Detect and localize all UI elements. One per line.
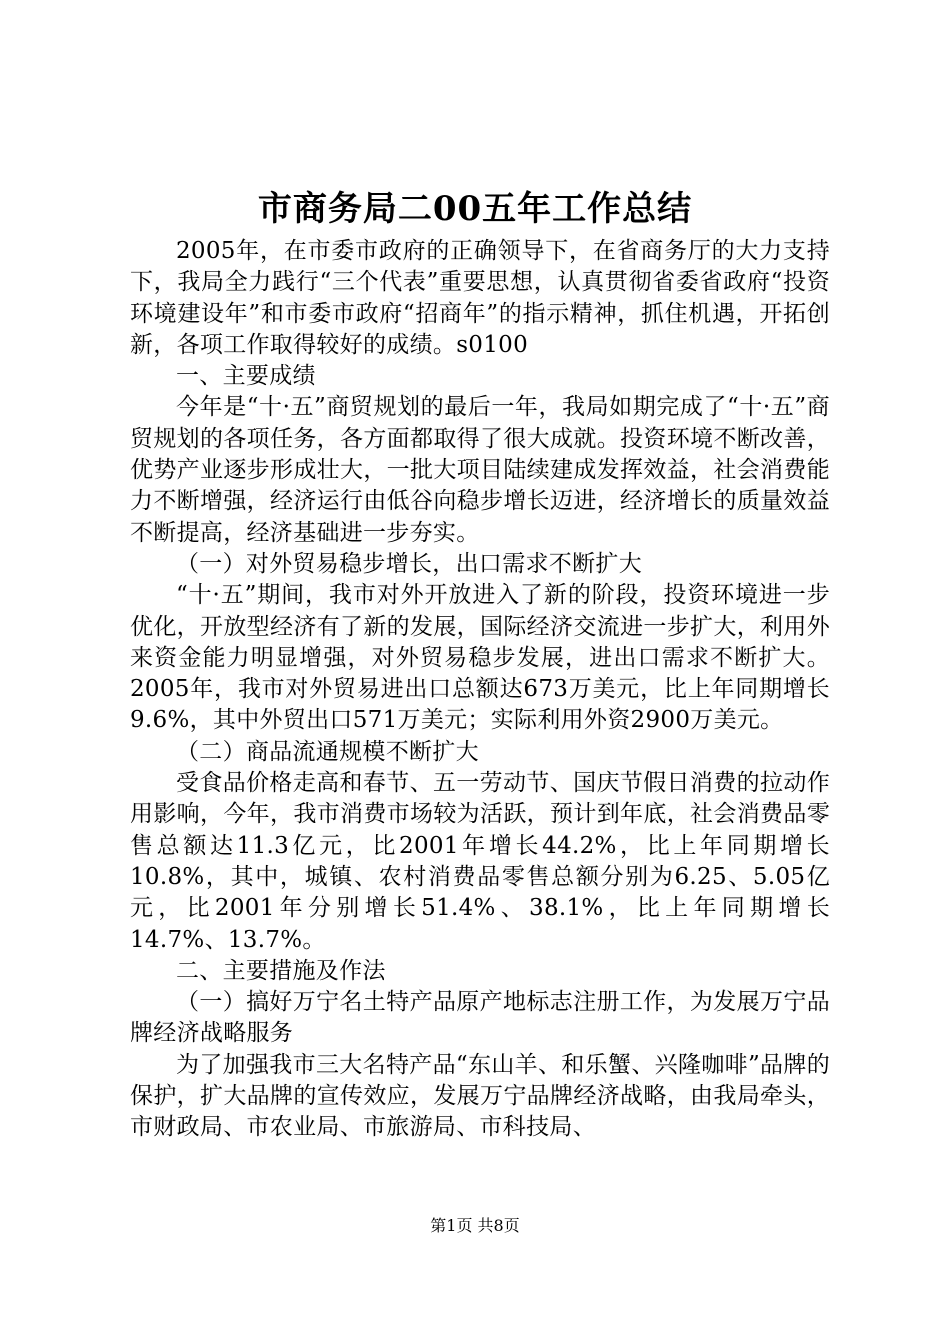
achievements-paragraph: 今年是“十·五”商贸规划的最后一年，我局如期完成了“十·五”商贸规划的各项任务，各方面都取得了很大成就。投资环境不断改善，优势产业逐步形成壮大，一批大项目陆续建成发挥效益，社会消费能力不断增强，经济运行由低谷向稳步增长迈进，经济增长的质量效益不断提高，经济基础进一步夯实。 <box>130 394 830 546</box>
document-title: 市商务局二00五年工作总结 <box>257 189 693 229</box>
foreign-trade-paragraph: “十·五”期间，我市对外开放进入了新的阶段，投资环境进一步优化，开放型经济有了新的发展，国际经济交流进一步扩大，利用外来资金能力明显增强，对外贸易稳步发展，进出口需求不断扩大。2005年，我市对外贸易进出口总额达673万美元，比上年同期增长9.6%，其中外贸出口571万美元；实际利用外资2900万美元。 <box>130 582 830 734</box>
subsection-heading-foreign-trade: （一）对外贸易稳步增长，出口需求不断扩大 <box>176 550 642 577</box>
intro-paragraph: 2005年，在市委市政府的正确领导下，在省商务厅的大力支持下，我局全力践行“三个代表”重要思想，认真贯彻省委省政府“投资环境建设年”和市委市政府“招商年”的指示精神，抓住机遇，开拓创新，各项工作取得较好的成绩。s0100 <box>130 238 830 358</box>
page-number-footer: 第1页 共8页 <box>430 1216 520 1235</box>
section-heading-measures: 二、主要措施及作法 <box>176 957 386 984</box>
origin-registration-paragraph: 为了加强我市三大名特产品“东山羊、和乐蟹、兴隆咖啡”品牌的保护，扩大品牌的宣传效应，发展万宁品牌经济战略，由我局牵头，市财政局、市农业局、市旅游局、市科技局、 <box>130 1051 830 1141</box>
section-heading-main-achievements: 一、主要成绩 <box>176 363 316 390</box>
subsection-heading-origin-registration: （一）搞好万宁名土特产品原产地标志注册工作，为发展万宁品牌经济战略服务 <box>130 989 830 1047</box>
document-body <box>130 236 830 1144</box>
subsection-heading-commodity-circulation: （二）商品流通规模不断扩大 <box>176 738 479 765</box>
commodity-circulation-paragraph: 受食品价格走高和春节、五一劳动节、国庆节假日消费的拉动作用影响，今年，我市消费市场较为活跃，预计到年底，社会消费品零售总额达11.3亿元，比2001年增长44.2%，比上年同期增长10.8%，其中，城镇、农村消费品零售总额分别为6.25、5.05亿元，比2001年分别增长51.4%、38.1%，比上年同期增长14.7%、13.7%。 <box>130 770 830 953</box>
